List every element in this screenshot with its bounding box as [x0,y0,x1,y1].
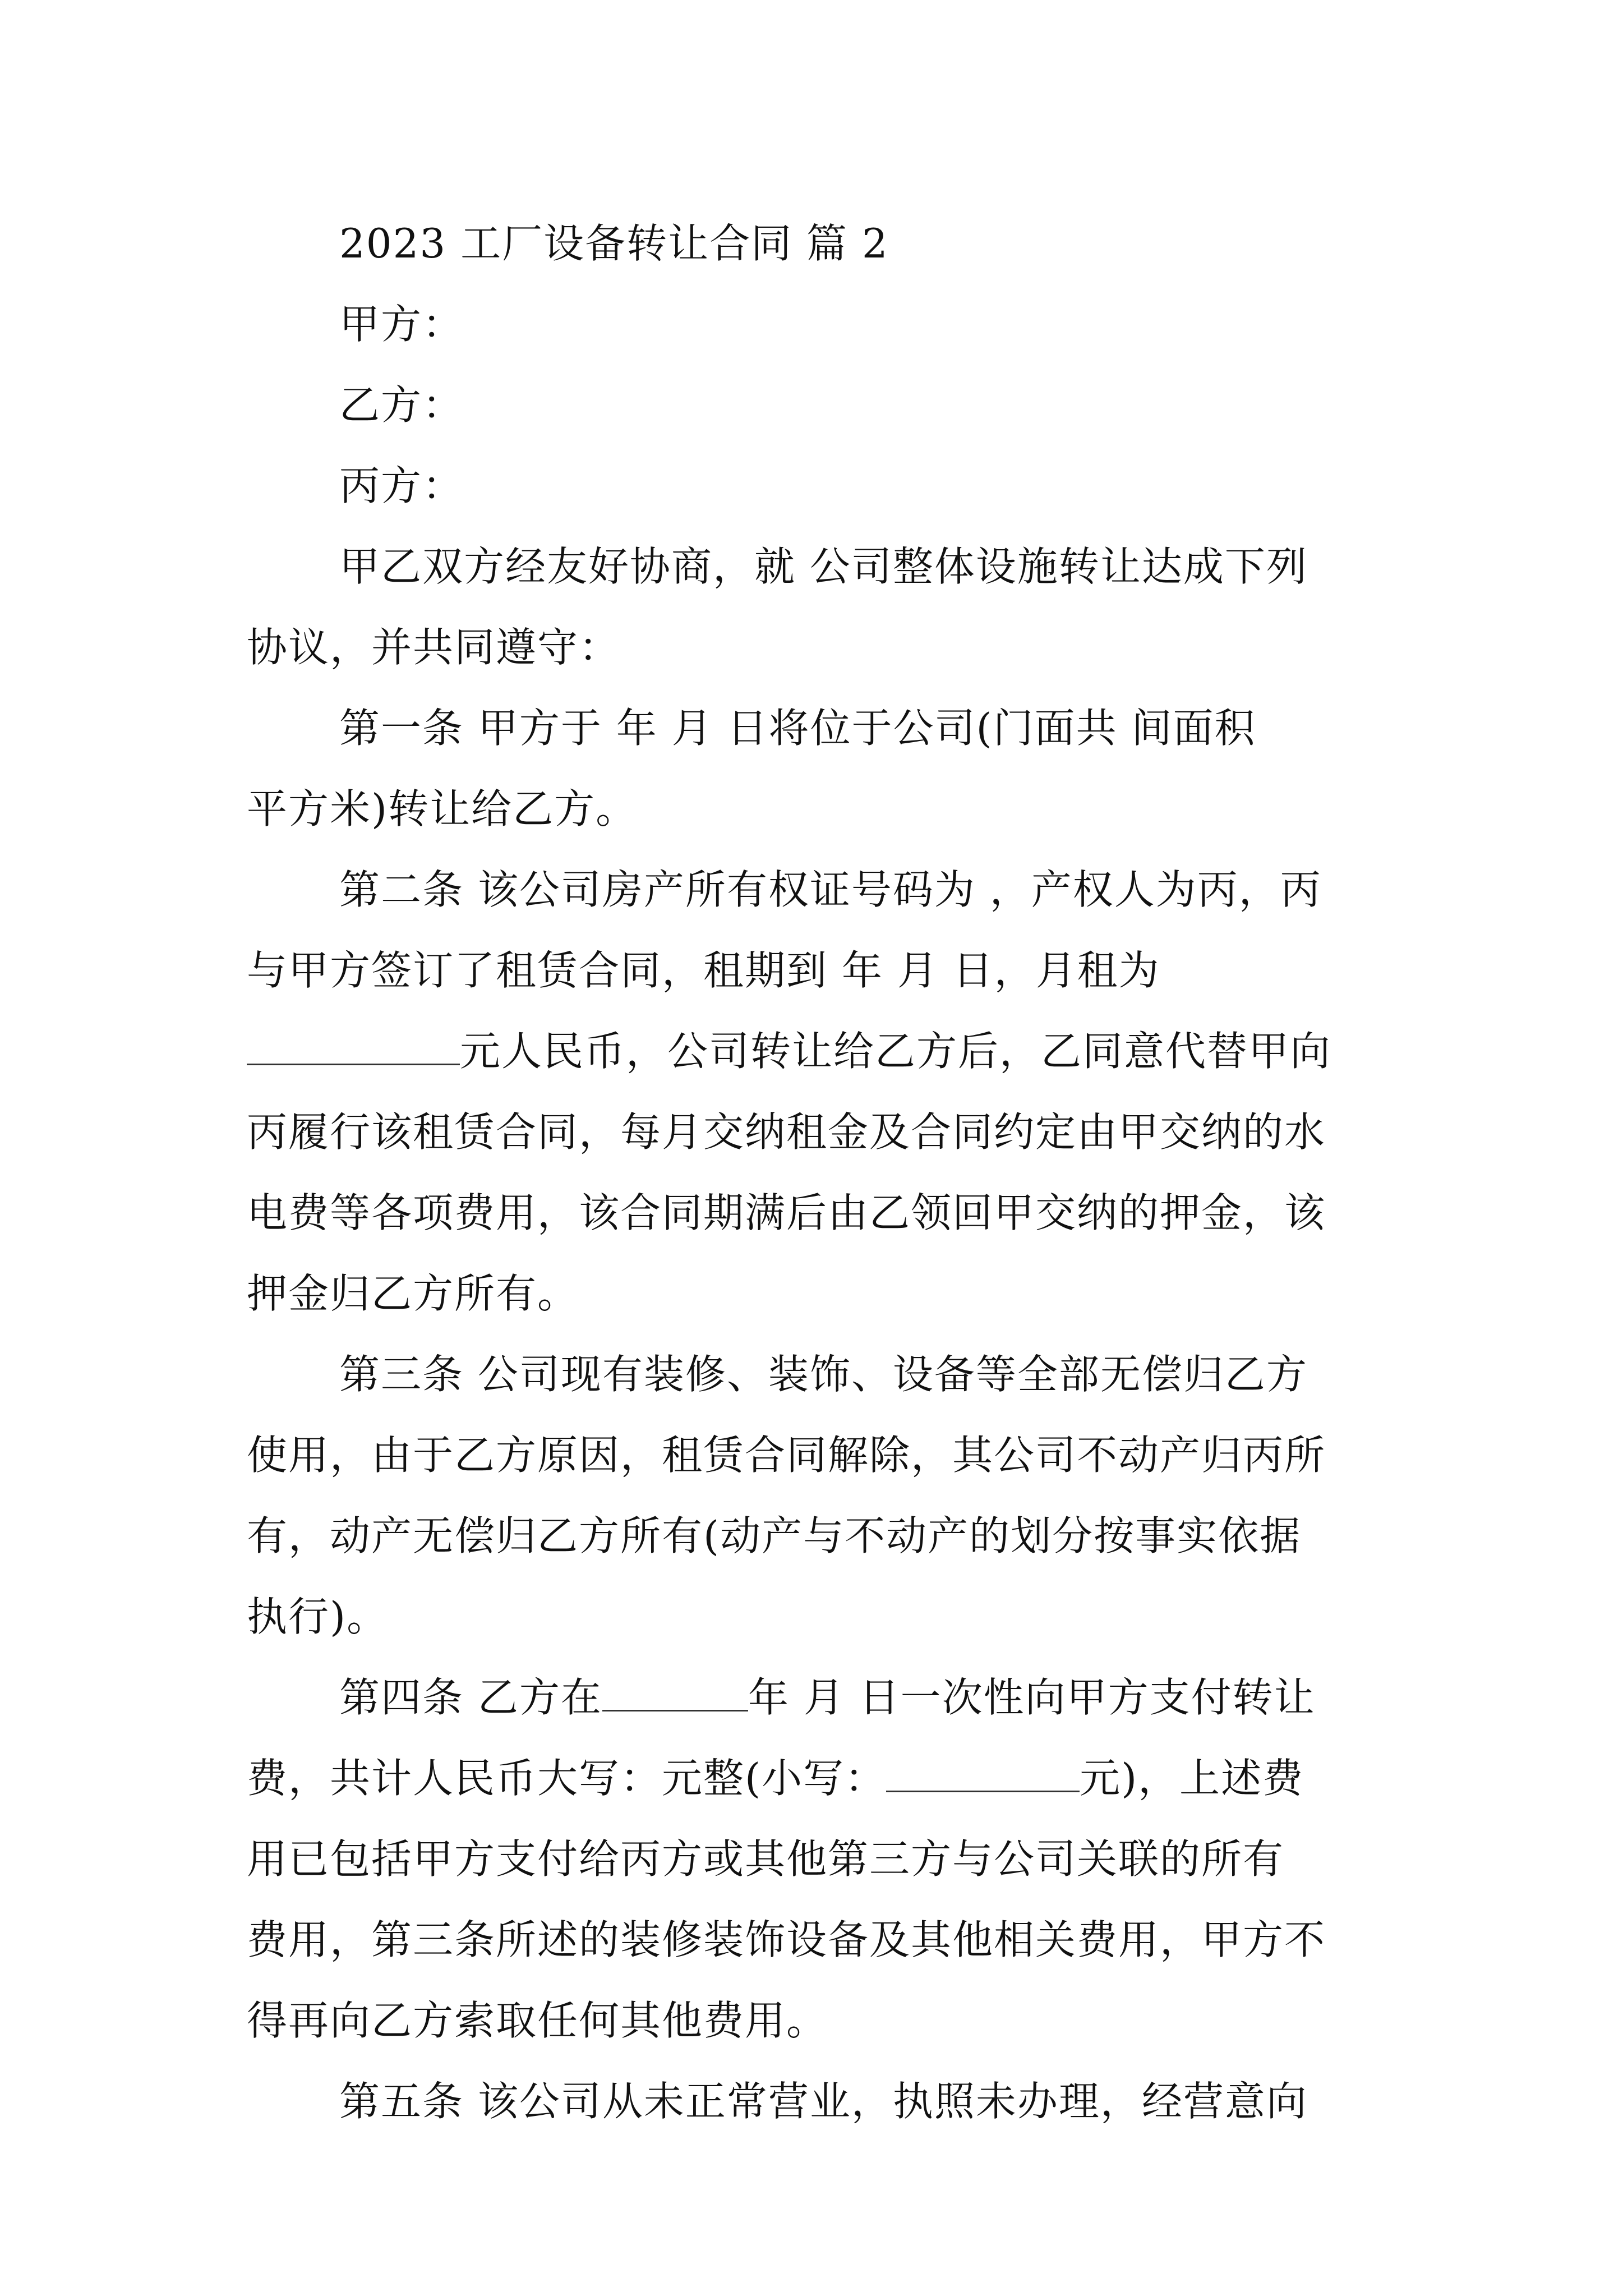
article-4-line-1-part-b: 年 月 日一次性向甲方支付转让 [748,1674,1316,1721]
article-4-line-1-part-a: 第四条 乙方在 [339,1674,602,1721]
intro-line-2: 协议，并共同遵守： [247,624,621,671]
payment-date-blank [602,1675,748,1711]
article-2-line-3-text: 元人民币，公司转让给乙方后，乙同意代替甲向 [460,1028,1332,1075]
party-b-label: 乙方： [339,381,464,429]
article-4-line-1 [247,1657,1382,1738]
article-4-line-2-part-b: 元)，上述费 [1080,1755,1304,1802]
article-3-line-1: 第三条 公司现有装修、装饰、设备等全部无偿归乙方 [339,1351,1308,1398]
document-body [247,203,1382,2142]
intro-line-1: 甲乙双方经友好协商，就 公司整体设施转让达成下列 [339,543,1308,590]
article-1-line-1: 第一条 甲方于 年 月 日将位于公司(门面共 间面积 [339,705,1256,752]
article-3-line-2: 使用，由于乙方原因，租赁合同解除，其公司不动产归丙所 [247,1432,1326,1479]
article-4-line-2 [247,1738,1382,1819]
article-4-line-5: 得再向乙方索取任何其他费用。 [247,1997,828,2044]
party-a-label: 甲方： [339,301,464,348]
article-3-line-4: 执行)。 [247,1593,389,1640]
article-4-line-4: 费用，第三条所述的装修装饰设备及其他相关费用，甲方不 [247,1916,1326,1963]
article-2-line-1: 第二条 该公司房产所有权证号码为 ，产权人为丙，丙 [339,866,1322,913]
article-2-line-4: 丙履行该租赁合同，每月交纳租金及合同约定由甲交纳的水 [247,1108,1326,1156]
article-3-line-3: 有，动产无偿归乙方所有(动产与不动产的划分按事实依据 [247,1512,1302,1559]
article-5-line-1: 第五条 该公司从未正常营业，执照未办理，经营意向 [339,2078,1308,2125]
rent-amount-blank [247,1029,460,1065]
article-1-line-2: 平方米)转让给乙方。 [247,785,638,832]
amount-figures-blank [886,1756,1080,1792]
article-2-line-2: 与甲方签订了租赁合同，租期到 年 月 日，月租为 [247,947,1160,994]
article-4-line-2-part-a: 费，共计人民币大写：元整(小写： [247,1755,887,1802]
article-2-line-6: 押金归乙方所有。 [247,1270,579,1317]
party-c-label: 丙方： [339,462,464,509]
article-2-line-3 [247,1011,1382,1092]
article-4-line-3: 用已包括甲方支付给丙方或其他第三方与公司关联的所有 [247,1835,1285,1883]
article-2-line-5: 电费等各项费用，该合同期满后由乙领回甲交纳的押金，该 [247,1189,1326,1236]
document-title: 2023 工厂设备转让合同 篇 2 [339,220,889,267]
